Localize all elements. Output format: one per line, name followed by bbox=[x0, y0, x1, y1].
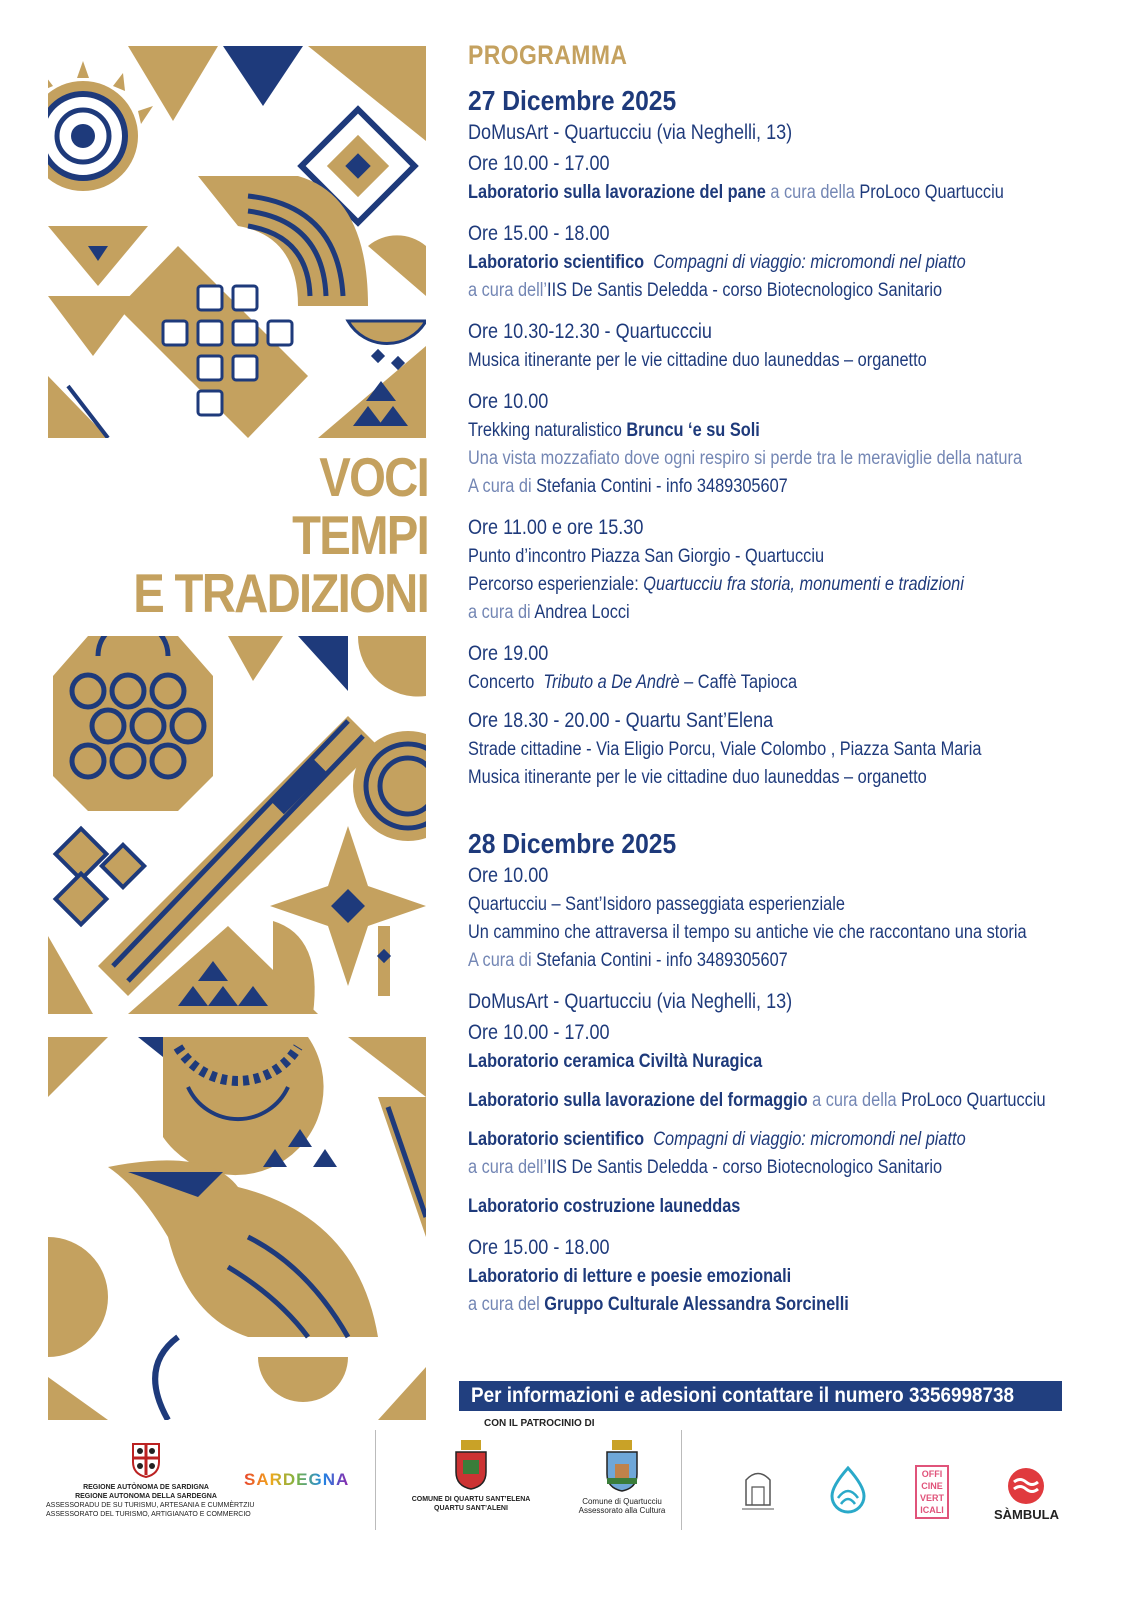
day1-e7-time: Ore 18.30 - 20.00 - Quartu Sant’Elena bbox=[468, 709, 774, 732]
venue-address: (via Neghelli, 13) bbox=[651, 121, 793, 144]
by-label: a cura della bbox=[807, 1090, 902, 1111]
quartucciu-line-2: Assessorato alla Cultura bbox=[578, 1506, 666, 1515]
day2-e1-description: Un cammino che attraversa il tempo su antiche vie che raccontano una storia bbox=[468, 922, 1027, 943]
activity-place: – Caffè Tapioca bbox=[679, 672, 798, 693]
activity-title: Percorso esperienziale: bbox=[468, 574, 644, 595]
sambula-icon bbox=[1007, 1467, 1045, 1505]
activity-title: Laboratorio scientifico bbox=[468, 252, 645, 273]
poster-title bbox=[101, 448, 428, 622]
organizer: Andrea Locci bbox=[534, 602, 630, 623]
sambula-mark bbox=[1006, 1467, 1046, 1510]
day1-e7-activity: Musica itinerante per le vie cittadine duo launeddas – organetto bbox=[468, 767, 927, 788]
activity-title: Laboratorio sulla lavorazione del pane bbox=[468, 182, 766, 203]
day1-e5-meeting-point: Punto d’incontro Piazza San Giorgio - Quartucciu bbox=[468, 546, 825, 567]
by-label: a cura del bbox=[468, 1294, 545, 1315]
footer-divider bbox=[681, 1430, 682, 1530]
day2-e1-activity: Quartucciu – Sant’Isidoro passeggiata esperienziale bbox=[468, 894, 845, 915]
venue-name: DoMusArt - Quartucciu bbox=[468, 121, 652, 144]
day2-e2-activity-3-organizer bbox=[468, 1154, 1006, 1182]
day1-e1-time: Ore 10.00 - 17.00 bbox=[468, 152, 610, 175]
sardegna-text: SARDEGNA bbox=[244, 1470, 350, 1489]
day1-e6-activity bbox=[468, 669, 1006, 697]
activity-place: Bruncu ‘e su Soli bbox=[626, 420, 760, 441]
activity-title: Trekking naturalistico bbox=[468, 420, 627, 441]
day1-e4-activity bbox=[468, 417, 1006, 445]
sardegna-logo bbox=[244, 1470, 349, 1490]
quartu-line-2: QUARTU SANT’ALENI bbox=[434, 1505, 508, 1512]
by-label: a cura di bbox=[468, 602, 535, 623]
quartucciu-line-1: Comune di Quartucciu bbox=[582, 1497, 662, 1506]
day1-e4-description: Una vista mozzafiato dove ogni respiro si perde tra le meraviglie della natura bbox=[468, 448, 1023, 469]
venue-address: (via Neghelli, 13) bbox=[651, 990, 793, 1013]
by-label: a cura della bbox=[765, 182, 860, 203]
organizer: Stefania Contini - info 3489305607 bbox=[536, 476, 788, 497]
officine-verticali-logo bbox=[915, 1465, 949, 1519]
organizer: IIS De Santis Deledda - corso Biotecnologico Sanitario bbox=[547, 280, 943, 301]
day2-venue bbox=[468, 986, 1006, 1017]
day1-venue bbox=[468, 117, 1006, 148]
day2-e3-activity: Laboratorio di letture e poesie emozionali bbox=[468, 1266, 792, 1287]
title-line-2: TEMPI bbox=[292, 504, 428, 566]
day1-e7-streets: Strade cittadine - Via Eligio Porcu, Viale Colombo , Piazza Santa Maria bbox=[468, 739, 982, 760]
day1-e6-time: Ore 19.00 bbox=[468, 642, 549, 665]
quartucciu-crest-icon bbox=[604, 1440, 640, 1492]
day1-e4-organizer bbox=[468, 473, 1006, 501]
organizer: ProLoco Quartucciu bbox=[859, 182, 1004, 203]
day2-e2-activity-4: Laboratorio costruzione launeddas bbox=[468, 1196, 741, 1217]
decorative-pattern-top bbox=[48, 46, 426, 438]
organizer: IIS De Santis Deledda - corso Biotecnologico Sanitario bbox=[547, 1157, 943, 1178]
region-line-1: REGIONE AUTÒNOMA DE SARDIGNA bbox=[83, 1484, 209, 1491]
by-label: A cura di bbox=[468, 476, 537, 497]
region-line-2: REGIONE AUTONOMA DELLA SARDEGNA bbox=[75, 1493, 217, 1500]
day2-e1-time: Ore 10.00 bbox=[468, 864, 549, 887]
day2-e3-time: Ore 15.00 - 18.00 bbox=[468, 1236, 610, 1259]
day2-e2-time: Ore 10.00 - 17.00 bbox=[468, 1021, 610, 1044]
activity-title: Laboratorio scientifico bbox=[468, 1129, 645, 1150]
day1-e5-time: Ore 11.00 e ore 15.30 bbox=[468, 516, 644, 539]
officine-line-1: OFFI bbox=[921, 1469, 943, 1479]
activity-subtitle: Compagni di viaggio: micromondi nel piatto bbox=[653, 1129, 966, 1150]
region-crest-icon bbox=[131, 1440, 161, 1478]
officine-line-2: CINE bbox=[921, 1481, 943, 1491]
day1-e5-organizer bbox=[468, 599, 1006, 627]
footer-divider bbox=[375, 1430, 376, 1530]
officine-line-3: VERT bbox=[919, 1493, 944, 1503]
activity-subtitle: Tributo a De Andrè bbox=[543, 672, 680, 693]
association-logo bbox=[826, 1464, 870, 1521]
day2-e1-organizer bbox=[468, 947, 1006, 975]
title-line-3: E TRADIZIONI bbox=[133, 562, 428, 624]
decorative-pattern-bottom bbox=[48, 1037, 426, 1420]
organizer: Gruppo Culturale Alessandra Sorcinelli bbox=[544, 1294, 849, 1315]
officine-line-4: ICALI bbox=[920, 1505, 944, 1515]
venue-name: DoMusArt - Quartucciu bbox=[468, 990, 652, 1013]
quartucciu-logo bbox=[567, 1440, 677, 1515]
contact-banner bbox=[459, 1381, 1062, 1411]
day1-e2-time: Ore 15.00 - 18.00 bbox=[468, 222, 610, 245]
activity-title: Concerto bbox=[468, 672, 539, 693]
activity-subtitle: Compagni di viaggio: micromondi nel piatto bbox=[653, 252, 966, 273]
water-drop-icon bbox=[826, 1464, 870, 1516]
day2-e3-organizer bbox=[468, 1291, 1006, 1319]
by-label: a cura dell’ bbox=[468, 280, 548, 301]
proloco-logo bbox=[728, 1465, 788, 1520]
day1-e4-time: Ore 10.00 bbox=[468, 390, 549, 413]
day1-e2-activity bbox=[468, 249, 1006, 277]
day2-e2-activity-2 bbox=[468, 1087, 1046, 1115]
region-line-3: ASSESSORADU DE SU TURISMU, ARTESANIA E CUMMÈRTZIU bbox=[46, 1502, 255, 1509]
region-logo bbox=[46, 1440, 255, 1519]
quartu-logo bbox=[396, 1440, 546, 1513]
day1-date: 27 Dicembre 2025 bbox=[468, 85, 677, 116]
by-label: a cura dell’ bbox=[468, 1157, 548, 1178]
day1-e1-activity bbox=[468, 179, 1006, 207]
title-line-1: VOCI bbox=[319, 446, 428, 508]
day1-e2-organizer bbox=[468, 277, 1006, 305]
program bbox=[468, 40, 1093, 1319]
activity-subtitle: Quartucciu fra storia, monumenti e tradizioni bbox=[643, 574, 964, 595]
decorative-pattern-middle bbox=[48, 636, 426, 1014]
organizer: ProLoco Quartucciu bbox=[901, 1090, 1046, 1111]
organizer: Stefania Contini - info 3489305607 bbox=[536, 950, 788, 971]
day2-date: 28 Dicembre 2025 bbox=[468, 828, 677, 859]
quartu-line-1: COMUNE DI QUARTU SANT’ELENA bbox=[411, 1496, 531, 1503]
day2-e2-activity-3 bbox=[468, 1126, 1006, 1154]
proloco-emblem-icon bbox=[738, 1465, 778, 1515]
day1-e3-time: Ore 10.30-12.30 - Quartuccciu bbox=[468, 320, 712, 343]
activity-title: Laboratorio sulla lavorazione del formaggio bbox=[468, 1090, 808, 1111]
patronage-label: CON IL PATROCINIO DI bbox=[484, 1418, 595, 1429]
sambula-text: SÀMBULA bbox=[994, 1507, 1059, 1522]
contact-text: Per informazioni e adesioni contattare il numero 3356998738 bbox=[471, 1384, 1015, 1407]
day1-e5-activity bbox=[468, 571, 1006, 599]
region-line-4: ASSESSORATO DEL TURISMO, ARTIGIANATO E COMMERCIO bbox=[46, 1511, 251, 1518]
by-label: A cura di bbox=[468, 950, 537, 971]
program-heading: PROGRAMMA bbox=[468, 40, 628, 70]
quartu-crest-icon bbox=[453, 1440, 489, 1490]
day1-e3-activity: Musica itinerante per le vie cittadine duo launeddas – organetto bbox=[468, 350, 927, 371]
day2-e2-activity-1: Laboratorio ceramica Civiltà Nuragica bbox=[468, 1051, 763, 1072]
